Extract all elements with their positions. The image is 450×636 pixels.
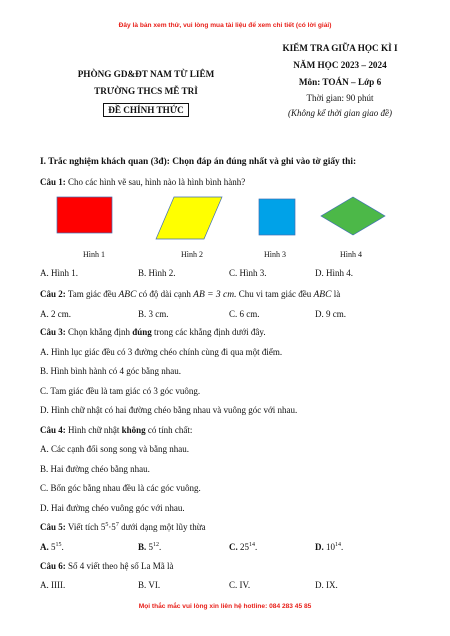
- figure-2-label: Hình 2: [181, 250, 203, 259]
- triangle-name: ABC: [313, 290, 332, 300]
- red-rectangle: [57, 197, 112, 233]
- question-text: Số 4 viết theo hệ số La Mã là: [68, 561, 174, 571]
- time-note: (Không kể thời gian giao đề): [287, 108, 393, 118]
- question-text: có độ dài cạnh: [138, 289, 191, 299]
- figures: [40, 194, 420, 264]
- question-text: dưới dạng một lũy thừa: [121, 522, 206, 532]
- figure-1-label: Hình 1: [83, 250, 105, 259]
- question-text: Cho các hình vẽ sau, hình nào là hình bình hành?: [68, 177, 246, 187]
- option-b[interactable]: B. VI.: [138, 580, 161, 590]
- option-b[interactable]: B. Hình 2.: [138, 268, 176, 278]
- question-label: Câu 4:: [40, 425, 66, 435]
- option-d[interactable]: D. Hình 4.: [315, 268, 353, 278]
- question-text: Tam giác đều: [67, 289, 117, 299]
- question-text: Viết tích: [67, 522, 99, 532]
- header-left: [40, 66, 252, 118]
- question-text: là: [333, 289, 341, 299]
- figure-shapes: [40, 194, 420, 250]
- question-text: Hình chữ nhật: [68, 425, 120, 435]
- preview-banner: Đây là bản xem thử, vui lòng mua tài liệu để xem chi tiết (có lời giải): [118, 22, 332, 29]
- yellow-parallelogram: [156, 197, 222, 239]
- figure-3-label: Hình 3: [264, 250, 286, 259]
- option-c[interactable]: C. Hình 3.: [229, 268, 267, 278]
- option-d[interactable]: D. Hình chữ nhật có hai đường chéo bằng nhau và vuông góc với nhau.: [40, 405, 298, 415]
- question-label: Câu 3:: [40, 327, 66, 337]
- emphasis: đúng: [132, 327, 152, 337]
- side-equation: AB = 3 cm.: [193, 290, 237, 300]
- emphasis: không: [121, 425, 146, 435]
- blue-square: [259, 199, 295, 235]
- question-text: Chọn khẳng định: [68, 327, 131, 337]
- option-b[interactable]: B. Hình bình hành có 4 góc bằng nhau.: [40, 366, 181, 376]
- school-year: NĂM HỌC 2023 – 2024: [293, 60, 387, 70]
- question-1: [40, 177, 245, 187]
- green-rhombus: [321, 197, 385, 235]
- option-c[interactable]: C. Bốn góc bằng nhau đều là các góc vuông.: [40, 483, 201, 493]
- option-b[interactable]: B. 3 cm.: [138, 309, 169, 319]
- header-right: [240, 40, 440, 121]
- option-d[interactable]: D. $10^{14}$.: [315, 542, 344, 552]
- section-title: I. Trắc nghiệm khách quan (3đ): Chọn đáp án đúng nhất và ghi vào tờ giấy thi:: [40, 157, 357, 167]
- option-a[interactable]: A. Các cạnh đối song song và bằng nhau.: [40, 444, 189, 454]
- question-2: [40, 289, 340, 300]
- question-label: Câu 2:: [40, 289, 66, 299]
- option-a[interactable]: A. Hình lục giác đều có 3 đường chéo chính cùng đi qua một điểm.: [40, 347, 283, 357]
- triangle-name: ABC: [118, 290, 137, 300]
- option-d[interactable]: D. IX.: [315, 580, 338, 590]
- option-b[interactable]: B. $5^{12}$.: [138, 542, 162, 552]
- exam-title: KIỂM TRA GIỮA HỌC KÌ I: [282, 43, 398, 53]
- question-text: có tính chất:: [147, 425, 193, 435]
- question-5: [40, 522, 206, 532]
- exam-time: Thời gian: 90 phút: [306, 93, 374, 103]
- official-badge: ĐỀ CHÍNH THỨC: [103, 103, 189, 117]
- option-a[interactable]: A. IIII.: [40, 580, 66, 590]
- question-label: Câu 6:: [40, 561, 66, 571]
- option-c[interactable]: C. 6 cm.: [229, 309, 260, 319]
- question-text: trong các khẳng định dưới đây.: [154, 327, 266, 337]
- product-expression: $5^5\cdot 5^7$: [100, 522, 119, 532]
- question-6: [40, 561, 174, 571]
- question-label: Câu 5:: [40, 522, 66, 532]
- question-text: Chu vi tam giác đều: [238, 289, 312, 299]
- department-name: PHÒNG GD&ĐT NAM TỪ LIÊM: [77, 69, 215, 79]
- question-3: [40, 327, 266, 337]
- option-d[interactable]: D. Hai đường chéo vuông góc với nhau.: [40, 503, 185, 513]
- option-b[interactable]: B. Hai đường chéo bằng nhau.: [40, 464, 150, 474]
- subject: Môn: TOÁN – Lớp 6: [298, 77, 382, 87]
- option-c[interactable]: C. IV.: [229, 580, 251, 590]
- question-4: [40, 425, 192, 435]
- figure-4-label: Hình 4: [340, 250, 362, 259]
- option-c[interactable]: C. Tam giác đều là tam giác có 3 góc vuông.: [40, 386, 201, 396]
- option-c[interactable]: C. $25^{14}$.: [229, 542, 258, 552]
- option-a[interactable]: A. 2 cm.: [40, 309, 71, 319]
- option-d[interactable]: D. 9 cm.: [315, 309, 346, 319]
- hotline-banner: Mọi thắc mắc vui lòng xin liên hệ hotline: 084 283 45 85: [138, 603, 312, 610]
- question-label: Câu 1:: [40, 177, 66, 187]
- option-a[interactable]: A. Hình 1.: [40, 268, 78, 278]
- school-name: TRƯỜNG THCS MỄ TRÌ: [94, 86, 198, 96]
- option-a[interactable]: A. $5^{15}$.: [40, 542, 64, 552]
